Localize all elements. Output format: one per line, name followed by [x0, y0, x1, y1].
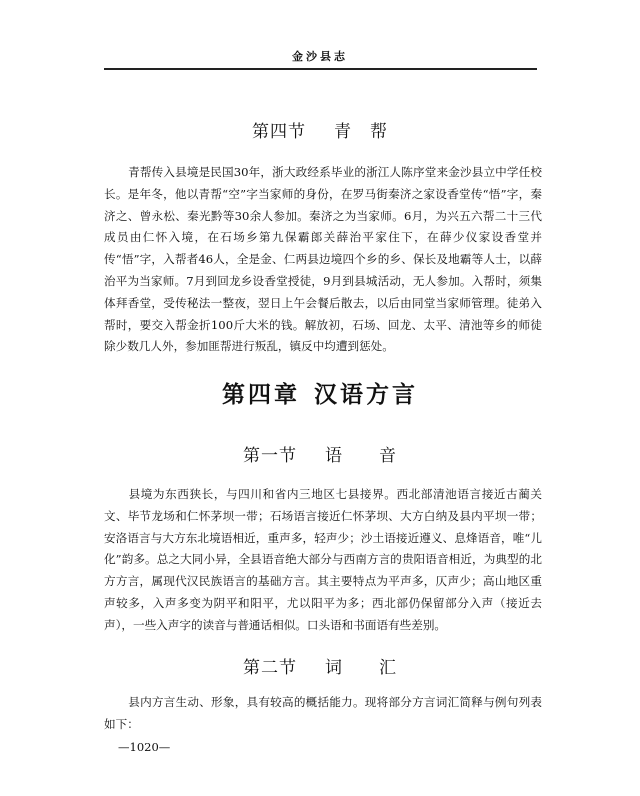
section-heading-qingbang	[0, 117, 640, 142]
paragraph-text: 县境为东西狭长，与四川和省内三地区七县接界。西北部清池语言接近古蔺关文、毕节龙场和仁怀茅坝一带；石场语言接近仁怀茅坝、大方白纳及县内平坝一带；安洛语言与大方东北境语相近，重声多，轻声少；沙土语接近遵义、息烽语音，唯“儿化”韵多。总之大同小异，全县语音绝大部分与西南方言的贵阳语音相近，为典型的北方方言，属现代汉民族语言的基础方言。其主要特点为平声多，仄声少；高山地区重声较多，入声多变为阴平和阳平，尤以阳平为多；西北部仍保留部分入声（接近去声），一些入声字的读音与普通话相似。口头语和书面语有些差别。	[104, 487, 542, 632]
chapter-title: 汉语方言	[314, 382, 418, 408]
paragraph-yuyin	[104, 484, 542, 637]
chapter-label: 第四章	[222, 382, 300, 408]
section-title: 青 帮	[334, 122, 388, 142]
paragraph-qingbang	[104, 162, 542, 358]
running-head: 金沙县志	[292, 50, 348, 63]
section-label: 第一节	[243, 446, 297, 466]
section-label: 第四节	[252, 122, 306, 142]
section-heading-yuyin	[0, 441, 640, 466]
paragraph-cihui	[104, 692, 542, 736]
chapter-heading	[0, 376, 640, 409]
paragraph-text: 青帮传入县境是民国30年，浙大政经系毕业的浙江人陈序堂来金沙县立中学任校长。是年冬，他以青帮“空”字当家师的身份，在罗马街秦济之家设香堂传“悟”字，秦济之、曾永松、秦光黔等30余人参加。秦济之为当家师。6月，为兴五六帮二十三代成员由仁怀入境，在石场乡第九保霸郎关薛治平家住下，在薛少仪家设香堂并传“悟”字，入帮者46人，全是金、仁两县边境四个乡的乡、保长及地霸等人士，以薛治平为当家师。7月到回龙乡设香堂授徒，9月到县城活动，无人参加。入帮时，须集体拜香堂，受传秘法一整夜，翌日上午会餐后散去，以后由同堂当家师管理。徒弟入帮时，要交入帮金折100斤大米的钱。解放初，石场、回龙、太平、清池等乡的师徒除少数几人外，参加匪帮进行叛乱，镇反中均遭到惩处。	[104, 165, 542, 354]
section-label: 第二节	[243, 658, 297, 678]
section-heading-cihui	[0, 653, 640, 678]
paragraph-text: 县内方言生动、形象，具有较高的概括能力。现将部分方言词汇简释与例句列表如下：	[104, 695, 542, 731]
section-title: 词 汇	[325, 658, 397, 678]
page-number: —1020—	[118, 740, 171, 754]
section-title: 语 音	[325, 446, 397, 466]
header-rule	[104, 68, 537, 70]
